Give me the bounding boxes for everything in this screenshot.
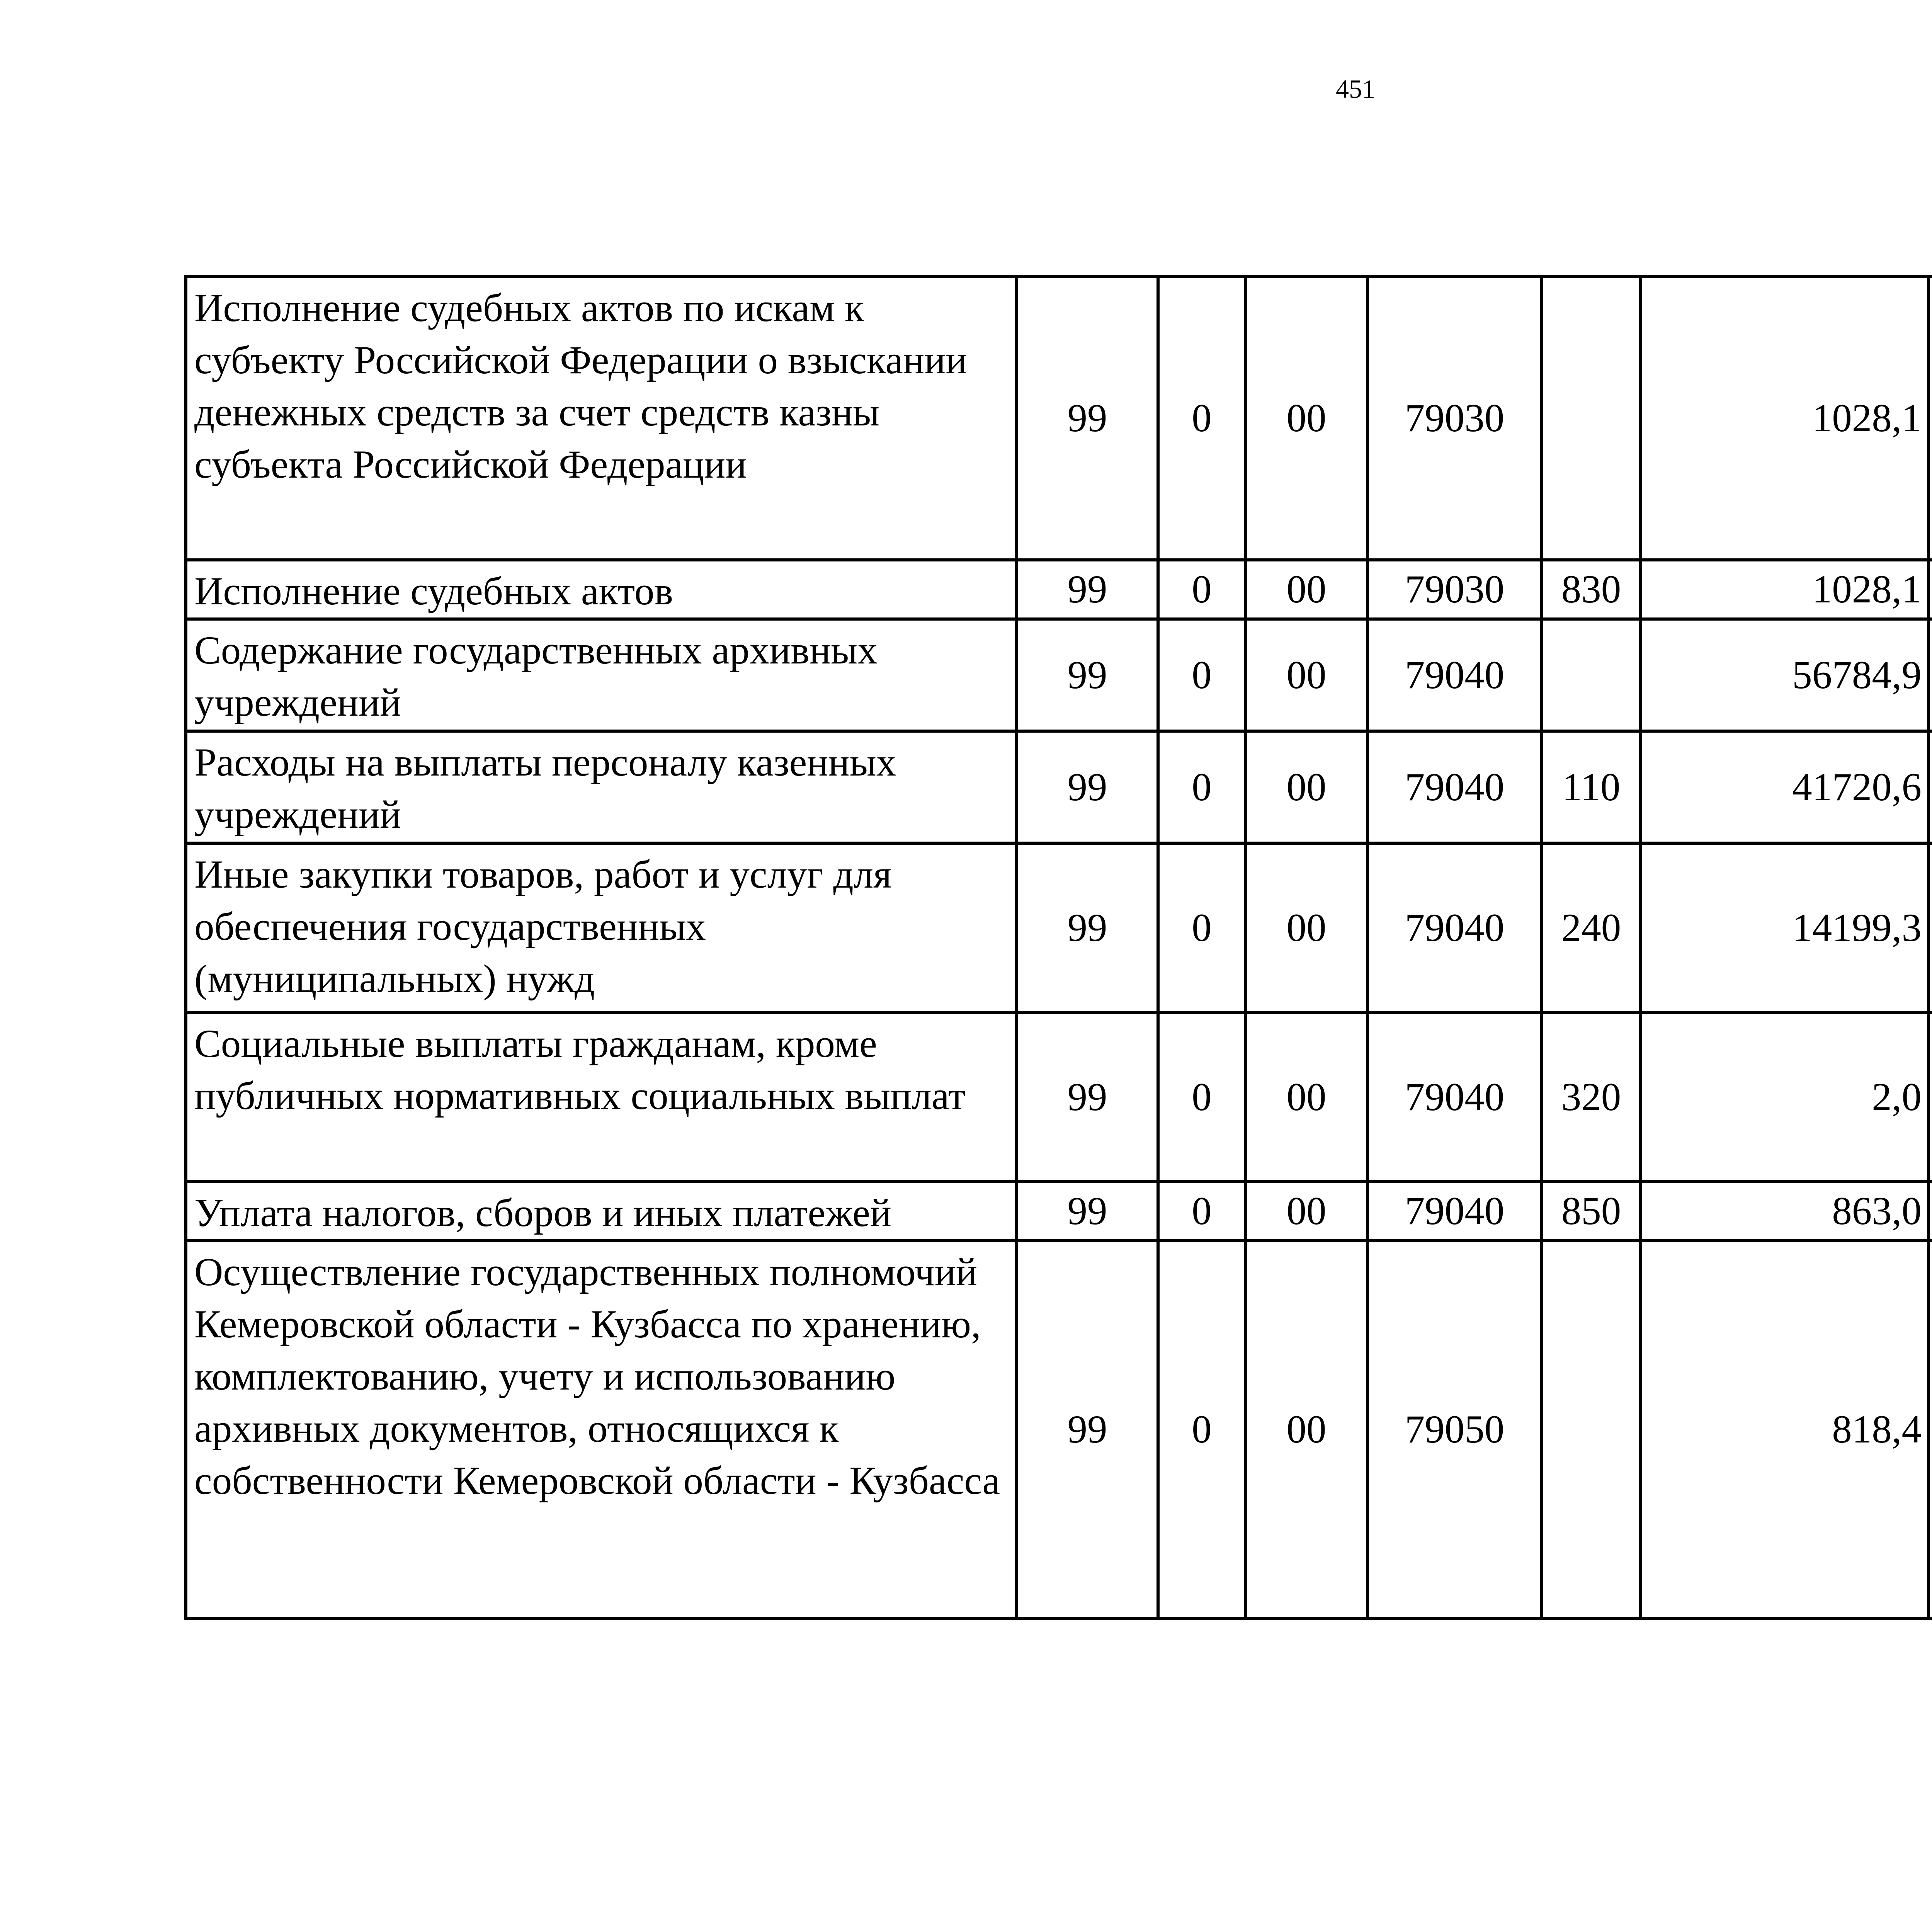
code-expense-type: 110	[1542, 731, 1641, 843]
code-expense-type	[1542, 619, 1641, 731]
code-expense-type: 320	[1542, 1012, 1641, 1182]
code-program: 99	[1017, 1241, 1158, 1618]
amount-year-1: 1028,1	[1641, 277, 1929, 560]
code-program: 99	[1017, 1012, 1158, 1182]
amount-year-2	[1929, 1182, 1932, 1241]
code-main-event: 00	[1245, 1241, 1367, 1618]
amount-year-2	[1929, 619, 1932, 731]
amount-year-1: 818,4	[1641, 1241, 1929, 1618]
code-direction: 79030	[1367, 277, 1542, 560]
code-main-event: 00	[1245, 731, 1367, 843]
code-main-event: 00	[1245, 560, 1367, 619]
code-expense-type: 240	[1542, 843, 1641, 1012]
code-main-event: 00	[1245, 1012, 1367, 1182]
table-row	[186, 619, 1932, 731]
code-program: 99	[1017, 731, 1158, 843]
code-expense-type: 830	[1542, 560, 1641, 619]
amount-year-2	[1929, 731, 1932, 843]
code-program: 99	[1017, 277, 1158, 560]
amount-year-2	[1929, 1012, 1932, 1182]
budget-table	[184, 275, 1932, 1620]
row-description: Уплата налогов, сборов и иных платежей	[186, 1182, 1017, 1241]
code-direction: 79030	[1367, 560, 1542, 619]
table-row	[186, 731, 1932, 843]
table-row	[186, 843, 1932, 1012]
amount-year-2	[1929, 843, 1932, 1012]
code-subprogram: 0	[1158, 731, 1245, 843]
amount-year-2	[1929, 560, 1932, 619]
code-main-event: 00	[1245, 843, 1367, 1012]
row-description: Исполнение судебных актов	[186, 560, 1017, 619]
amount-year-2	[1929, 277, 1932, 560]
code-program: 99	[1017, 1182, 1158, 1241]
code-direction: 79040	[1367, 843, 1542, 1012]
code-program: 99	[1017, 843, 1158, 1012]
code-program: 99	[1017, 560, 1158, 619]
code-subprogram: 0	[1158, 1241, 1245, 1618]
code-subprogram: 0	[1158, 619, 1245, 731]
amount-year-1: 41720,6	[1641, 731, 1929, 843]
row-description: Социальные выплаты гражданам, кроме публичных нормативных социальных выплат	[186, 1012, 1017, 1182]
code-expense-type: 850	[1542, 1182, 1641, 1241]
code-expense-type	[1542, 277, 1641, 560]
code-direction: 79040	[1367, 619, 1542, 731]
amount-year-1: 1028,1	[1641, 560, 1929, 619]
code-subprogram: 0	[1158, 1012, 1245, 1182]
row-description: Содержание государственных архивных учреждений	[186, 619, 1017, 731]
code-direction: 79040	[1367, 731, 1542, 843]
code-direction: 79040	[1367, 1012, 1542, 1182]
table-row	[186, 1241, 1932, 1618]
table-row	[186, 560, 1932, 619]
code-subprogram: 0	[1158, 843, 1245, 1012]
amount-year-2	[1929, 1241, 1932, 1618]
row-description: Осуществление государственных полномочий Кемеровской области - Кузбасса по хранению, комплектованию, учету и использованию архивных документов, относящихся к собственности Кемеровской области - Кузбасса	[186, 1241, 1017, 1618]
amount-year-1: 863,0	[1641, 1182, 1929, 1241]
amount-year-1: 14199,3	[1641, 843, 1929, 1012]
code-main-event: 00	[1245, 1182, 1367, 1241]
page-number: 451	[1336, 74, 1375, 104]
code-subprogram: 0	[1158, 560, 1245, 619]
code-subprogram: 0	[1158, 1182, 1245, 1241]
code-program: 99	[1017, 619, 1158, 731]
row-description: Исполнение судебных актов по искам к субъекту Российской Федерации о взыскании денежных средств за счет средств казны субъекта Российской Федерации	[186, 277, 1017, 560]
code-main-event: 00	[1245, 619, 1367, 731]
code-main-event: 00	[1245, 277, 1367, 560]
code-expense-type	[1542, 1241, 1641, 1618]
table-row	[186, 277, 1932, 560]
code-direction: 79040	[1367, 1182, 1542, 1241]
code-direction: 79050	[1367, 1241, 1542, 1618]
amount-year-1: 56784,9	[1641, 619, 1929, 731]
amount-year-1: 2,0	[1641, 1012, 1929, 1182]
code-subprogram: 0	[1158, 277, 1245, 560]
table-row	[186, 1182, 1932, 1241]
row-description: Иные закупки товаров, работ и услуг для обеспечения государственных (муниципальных) нужд	[186, 843, 1017, 1012]
row-description: Расходы на выплаты персоналу казенных учреждений	[186, 731, 1017, 843]
table-row	[186, 1012, 1932, 1182]
